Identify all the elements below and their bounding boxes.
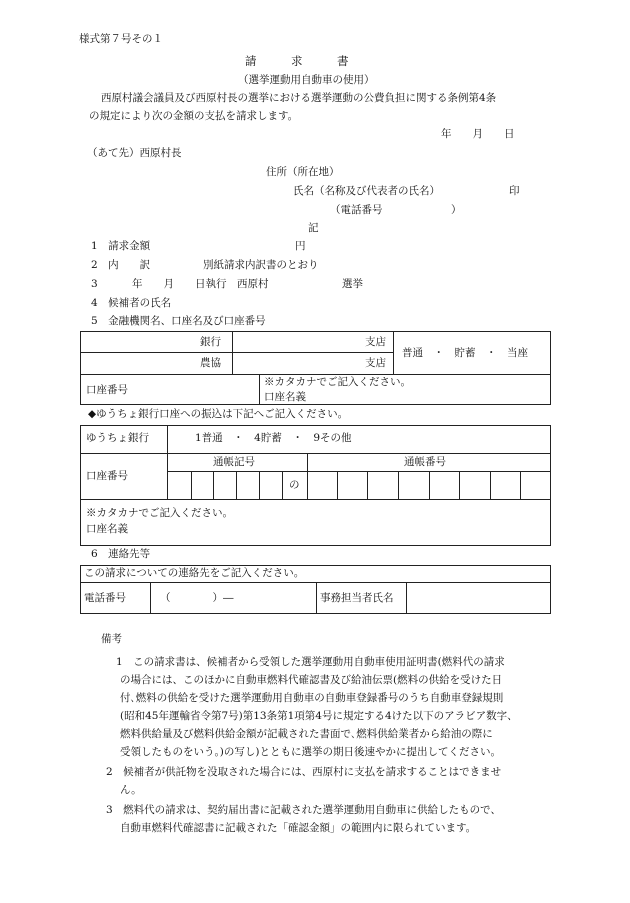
- note-1-line3: 付､燃料の供給を受けた選挙運動用自動車の自動車登録番号のうち自動車登録規則: [120, 692, 504, 704]
- note-2-line2: ん。: [120, 784, 142, 796]
- note-2-line1: 2 候補者が供託物を没取された場合には、西原村に支払を請求することはできませ: [106, 766, 502, 778]
- page-title: 請 求 書: [245, 54, 349, 68]
- nokyo-name-field[interactable]: 農協: [200, 357, 221, 369]
- item-election-number: 3: [91, 278, 98, 290]
- contact-phone-field[interactable]: （ ）―: [160, 592, 234, 604]
- account-name-field[interactable]: 口座名義: [264, 391, 306, 403]
- bank-name-field[interactable]: 銀行: [200, 336, 221, 348]
- note-1-line2: の場合には、このほかに自動車燃料代確認書及び給油伝票(燃料の供給を受けた日: [120, 674, 503, 686]
- phone-close: ）: [451, 204, 462, 216]
- branch-field-1[interactable]: 支店: [365, 336, 386, 348]
- yucho-no-separator: の: [289, 479, 300, 491]
- yucho-katakana-note: ※カタカナでご記入ください。: [86, 507, 233, 519]
- note-3-line2: 自動車燃料代確認書に記載された「確認金額」の範囲内に限られています。: [120, 822, 477, 834]
- note-3-line1: 3 燃料代の請求は、契約届出書に記載された選挙運動用自動車に供給したもので、: [106, 804, 501, 816]
- item-breakdown: 2 内 訳: [91, 259, 151, 271]
- yucho-account-number-label: 口座番号: [86, 470, 128, 482]
- contact-intro: この請求についての連絡先をご記入ください。: [84, 567, 305, 579]
- account-number-field[interactable]: 口座番号: [86, 384, 128, 396]
- item-claim-amount: 1 請求金額: [91, 240, 151, 252]
- yucho-account-name-field[interactable]: 口座名義: [86, 523, 128, 535]
- contact-phone-label: 電話番号: [84, 592, 126, 604]
- addressee: （あて先）西原村長: [87, 147, 182, 159]
- yucho-number-label: 通帳番号: [404, 456, 446, 468]
- yucho-account-types[interactable]: 1普通 ・ 4貯蓄 ・ 9その他: [195, 432, 352, 444]
- yucho-symbol-label: 通帳記号: [213, 456, 255, 468]
- account-type-options[interactable]: 普通 ・ 貯蓄 ・ 当座: [402, 347, 528, 359]
- item-contact: 6 連絡先等: [91, 548, 151, 560]
- note-1-line5: 燃料供給量及び燃料供給金額が記載された書面で､燃料供給業者から給油の際に: [120, 728, 493, 740]
- item-election-type[interactable]: 選挙: [342, 278, 363, 290]
- item-bank-info: 5 金融機関名、口座名及び口座番号: [91, 315, 266, 327]
- katakana-note: ※カタカナでご記入ください。: [264, 376, 411, 388]
- note-1-line4: (昭和45年運輸省令第7号)第13条第1項第4号に規定する4けた以下のアラビア数字、: [120, 710, 518, 722]
- intro-text-line1: 西原村議会議員及び西原村長の選挙における選挙運動の公費負担に関する条例第4条: [101, 92, 497, 104]
- intro-text-line2: の規定により次の金額の支払を請求します。: [89, 110, 299, 122]
- phone-label[interactable]: （電話番号: [330, 204, 383, 216]
- yucho-bank-label: ゆうちょ銀行: [86, 432, 149, 444]
- contact-staff-label: 事務担当者氏名: [320, 592, 394, 604]
- note-1-line1: 1 この請求書は、候補者から受領した選挙運動用自動車使用証明書(燃料代の請求: [116, 656, 505, 668]
- address-label[interactable]: 住所（所在地）: [266, 166, 340, 178]
- breakdown-value: 別紙請求内訳書のとおり: [203, 259, 319, 271]
- branch-field-2[interactable]: 支店: [365, 357, 386, 369]
- ki-marker: 記: [308, 222, 319, 234]
- note-1-line6: 受領したものをいう。)の写し)とともに選挙の期日後速やかに提出してください。: [120, 746, 501, 758]
- seal-mark: 印: [509, 185, 520, 197]
- item-election-date[interactable]: 年 月 日執行 西原村: [132, 278, 269, 290]
- claim-amount-unit[interactable]: 円: [295, 240, 306, 252]
- item-candidate-name[interactable]: 4 候補者の氏名: [91, 297, 172, 309]
- notes-heading: 備考: [101, 633, 122, 645]
- form-number: 様式第７号その１: [79, 33, 163, 45]
- yucho-heading: ◆ゆうちょ銀行口座への振込は下記へご記入ください。: [88, 408, 349, 420]
- page-subtitle: （選挙運動用自動車の使用）: [238, 74, 375, 86]
- date-field[interactable]: 年 月 日: [441, 128, 515, 140]
- name-label[interactable]: 氏名（名称及び代表者の氏名）: [293, 185, 440, 197]
